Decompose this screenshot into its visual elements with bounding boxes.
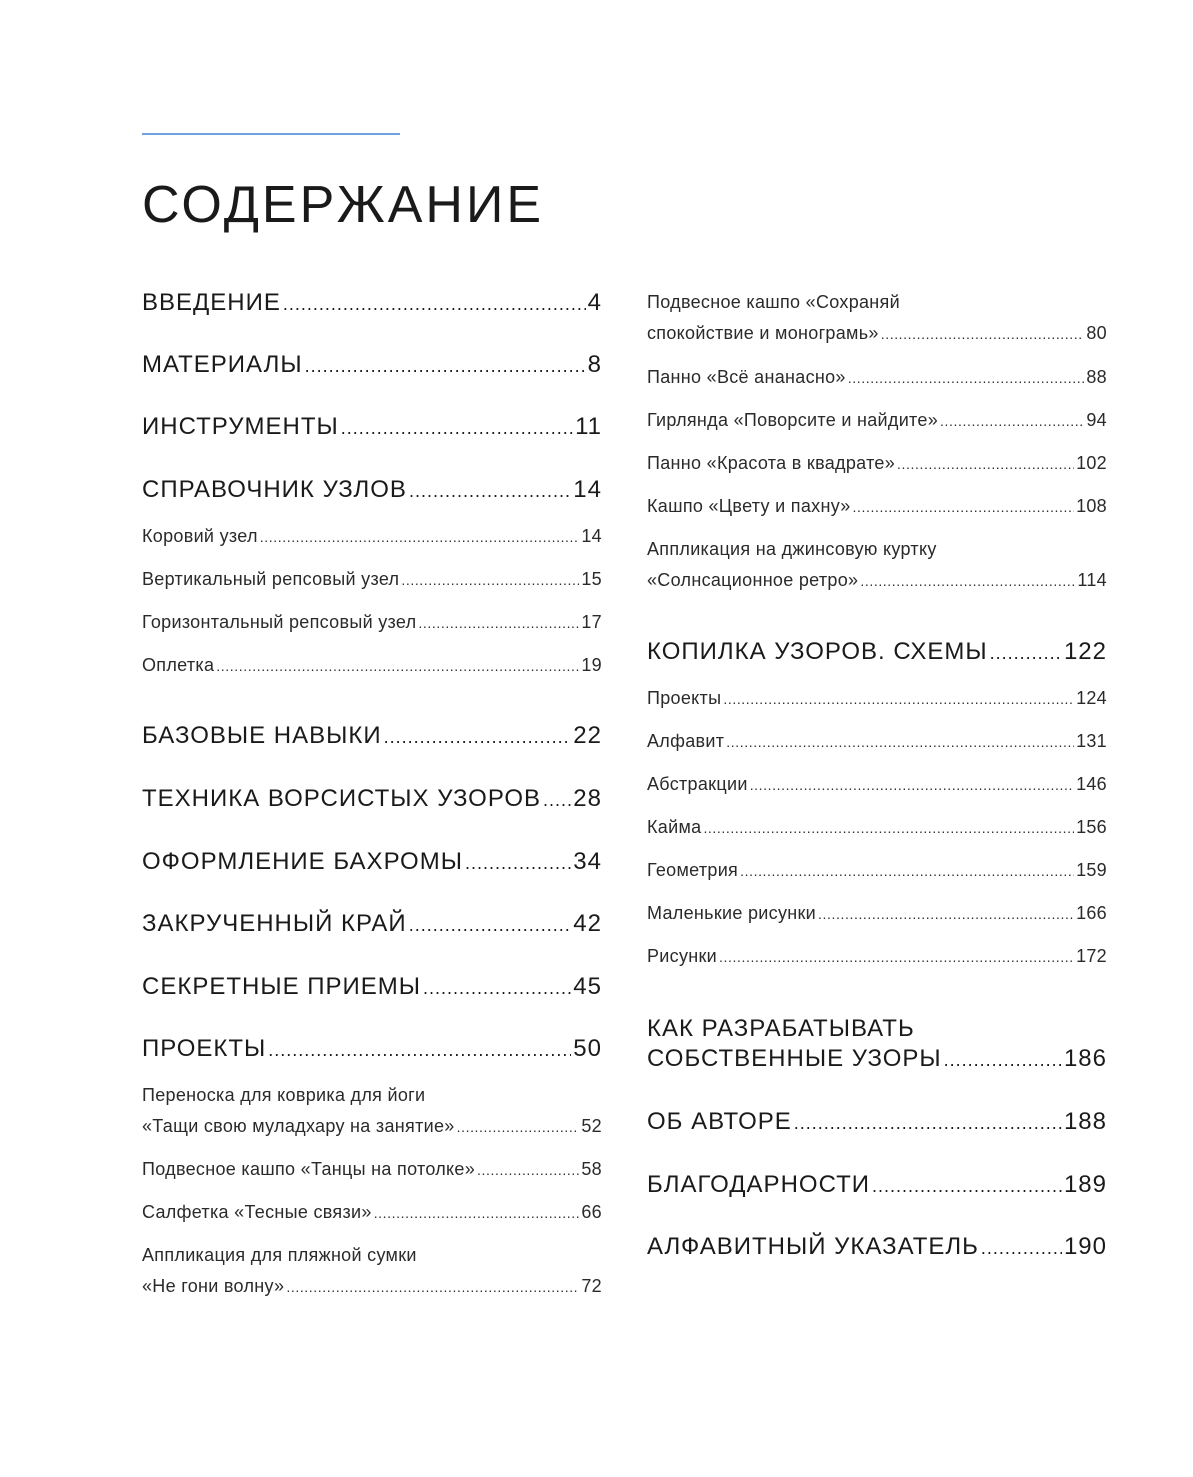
toc-entry-title: «Солнсационное ретро»: [647, 570, 859, 590]
page-number: 17: [581, 612, 602, 632]
toc-entry-title: Горизонтальный репсовый узел: [142, 612, 417, 632]
toc-entry-line: [142, 350, 602, 381]
toc-entry-line: [647, 941, 1107, 973]
toc-entry[interactable]: [647, 855, 1107, 887]
toc-entry[interactable]: [647, 491, 1107, 523]
dot-leader: [897, 449, 1074, 480]
toc-entry-title: «Не гони волну»: [142, 1276, 285, 1296]
dot-leader: [719, 942, 1074, 973]
page-title: СОДЕРЖАНИЕ: [142, 176, 545, 234]
toc-entry[interactable]: [142, 1154, 602, 1186]
page-number: 34: [573, 848, 602, 875]
toc-entry[interactable]: [142, 607, 602, 639]
toc-entry[interactable]: [647, 726, 1107, 758]
toc-entry-title: МАТЕРИАЛЫ: [142, 351, 303, 378]
toc-entry-line: [647, 1170, 1107, 1201]
toc-entry-line: [142, 607, 602, 639]
toc-entry-title: Гирлянда «Поворсите и найдите»: [647, 410, 939, 430]
toc-entry[interactable]: [647, 405, 1107, 437]
dot-leader: [477, 1155, 579, 1186]
toc-entry-title-line1: Подвесное кашпо «Сохраняй: [647, 292, 900, 312]
toc-entry-title: КОПИЛКА УЗОРОВ. СХЕМЫ: [647, 638, 988, 665]
toc-entry-line: [142, 1111, 602, 1143]
toc-entry-line: [647, 565, 1107, 597]
toc-entry-line: [142, 650, 602, 682]
toc-entry[interactable]: [647, 1107, 1107, 1138]
dot-leader: [409, 910, 572, 940]
page-number: 14: [581, 526, 602, 546]
dot-leader: [818, 899, 1074, 930]
toc-entry-line: [647, 769, 1107, 801]
toc-entry-title: СОБСТВЕННЫЕ УЗОРЫ: [647, 1045, 942, 1072]
toc-entry-line: [142, 564, 602, 596]
toc-entry-title: «Тащи свою муладхару на занятие»: [142, 1116, 455, 1136]
toc-entry-line: [142, 412, 602, 443]
toc-entry-title-line1: Переноска для коврика для йоги: [142, 1085, 426, 1105]
toc-entry[interactable]: [647, 287, 1107, 350]
page-number: 159: [1076, 860, 1107, 880]
toc-entry-title: Панно «Всё ананасно»: [647, 367, 846, 387]
toc-entry[interactable]: [142, 564, 602, 596]
toc-entry-title: ЗАКРУЧЕННЫЙ КРАЙ: [142, 910, 407, 937]
toc-entry-title: СПРАВОЧНИК УЗЛОВ: [142, 476, 407, 503]
toc-entry[interactable]: [647, 1014, 1107, 1075]
toc-entry-line: [142, 847, 602, 878]
toc-entry-line: [142, 972, 602, 1003]
toc-entry[interactable]: [142, 350, 602, 381]
dot-leader: [726, 727, 1074, 758]
toc-entry-title-line1: Аппликация для пляжной сумки: [142, 1245, 417, 1265]
toc-entry-line: [647, 637, 1107, 668]
dot-leader: [881, 319, 1085, 350]
page-number: 66: [581, 1202, 602, 1222]
page-number: 124: [1076, 688, 1107, 708]
page-number: 166: [1076, 903, 1107, 923]
toc-entry[interactable]: [142, 475, 602, 506]
dot-leader: [465, 848, 571, 878]
toc-entry[interactable]: [142, 721, 602, 752]
page-number: 189: [1063, 1171, 1107, 1198]
toc-entry-line: [647, 318, 1107, 350]
toc-entry[interactable]: [142, 412, 602, 443]
toc-entry[interactable]: [647, 1170, 1107, 1201]
toc-entry-line: [647, 726, 1107, 758]
toc-entry[interactable]: [142, 521, 602, 553]
dot-leader: [990, 638, 1062, 668]
page-number: 114: [1077, 570, 1107, 590]
toc-entry-line: [142, 1034, 602, 1065]
page-number: 72: [581, 1276, 602, 1296]
toc-entry[interactable]: [647, 941, 1107, 973]
page-number: 19: [581, 655, 602, 675]
toc-entry-title: Подвесное кашпо «Танцы на потолке»: [142, 1159, 476, 1179]
toc-entry-title: АЛФАВИТНЫЙ УКАЗАТЕЛЬ: [647, 1233, 979, 1260]
toc-entry-title: Коровий узел: [142, 526, 258, 546]
page-number: 15: [581, 569, 602, 589]
dot-leader: [543, 785, 571, 815]
toc-entry-title: Алфавит: [647, 731, 725, 751]
toc-entry[interactable]: [647, 812, 1107, 844]
page-number: 80: [1086, 323, 1107, 343]
toc-entry[interactable]: [647, 1232, 1107, 1263]
toc-entry-line: [142, 784, 602, 815]
toc-entry-line: [647, 898, 1107, 930]
dot-leader: [216, 651, 579, 682]
page-number: 14: [573, 476, 602, 503]
page-number: 122: [1063, 638, 1107, 665]
toc-entry[interactable]: [142, 909, 602, 940]
toc-entry[interactable]: [142, 288, 602, 319]
dot-leader: [268, 1035, 571, 1065]
page-number: 42: [573, 910, 602, 937]
toc-entry-line: [142, 475, 602, 506]
page-number: 88: [1086, 367, 1107, 387]
dot-leader: [260, 522, 580, 553]
toc-entry-line: [647, 491, 1107, 523]
toc-entry-title: ОБ АВТОРЕ: [647, 1108, 792, 1135]
toc-entry-line: [142, 1154, 602, 1186]
toc-entry-title: ВВЕДЕНИЕ: [142, 289, 281, 316]
toc-entry-title: Панно «Красота в квадрате»: [647, 453, 896, 473]
toc-entry[interactable]: [142, 1197, 602, 1229]
page-number: 188: [1063, 1108, 1107, 1135]
dot-leader: [740, 856, 1074, 887]
toc-entry-title: Салфетка «Тесные связи»: [142, 1202, 372, 1222]
toc-entry-title: Кайма: [647, 817, 702, 837]
page-number: 190: [1063, 1233, 1107, 1260]
page-number: 146: [1076, 774, 1107, 794]
toc-entry-line: [647, 855, 1107, 887]
toc-entry-title-line1: Аппликация на джинсовую куртку: [647, 539, 937, 559]
toc-entry[interactable]: [142, 784, 602, 815]
title-accent-line: [142, 133, 400, 135]
dot-leader: [409, 476, 571, 506]
dot-leader: [423, 973, 571, 1003]
page-number: 108: [1076, 496, 1107, 516]
toc-entry-line: [142, 521, 602, 553]
toc-entry-line: [142, 909, 602, 940]
toc-entry-line: [647, 362, 1107, 394]
dot-leader: [944, 1045, 1062, 1075]
toc-entry[interactable]: [142, 847, 602, 878]
dot-leader: [750, 770, 1074, 801]
dot-leader: [457, 1112, 580, 1143]
toc-entry-title: Маленькие рисунки: [647, 903, 817, 923]
toc-entry-title: спокойствие и монограмь»: [647, 323, 879, 343]
toc-entry-line: [647, 405, 1107, 437]
toc-entry-line: [142, 288, 602, 319]
toc-entry-title: Рисунки: [647, 946, 718, 966]
dot-leader: [341, 413, 573, 443]
toc-entry-title: ТЕХНИКА ВОРСИСТЫХ УЗОРОВ: [142, 785, 541, 812]
toc-entry-title: Геометрия: [647, 860, 739, 880]
toc-entry[interactable]: [647, 637, 1107, 668]
toc-entry-title: ПРОЕКТЫ: [142, 1035, 267, 1062]
dot-leader: [848, 363, 1085, 394]
toc-entry[interactable]: [142, 1240, 602, 1303]
toc-entry-line: [142, 721, 602, 752]
toc-entry-title: Оплетка: [142, 655, 215, 675]
toc-entry-line: [647, 448, 1107, 480]
toc-entry-title: Абстракции: [647, 774, 748, 794]
dot-leader: [853, 492, 1075, 523]
toc-entry-title: Кашпо «Цвету и пахну»: [647, 496, 851, 516]
page-number: 22: [573, 722, 602, 749]
dot-leader: [723, 684, 1074, 715]
toc-entry[interactable]: [142, 650, 602, 682]
page-number: 186: [1063, 1045, 1107, 1072]
toc-entry-title: СЕКРЕТНЫЕ ПРИЕМЫ: [142, 973, 422, 1000]
toc-entry-line: [647, 1044, 1107, 1075]
page-number: 50: [573, 1035, 602, 1062]
dot-leader: [384, 722, 572, 752]
dot-leader: [981, 1233, 1062, 1263]
page-number: 131: [1076, 731, 1107, 751]
dot-leader: [283, 289, 586, 319]
page-number: 102: [1076, 453, 1107, 473]
toc-entry-title-line1: КАК РАЗРАБАТЫВАТЬ: [647, 1015, 915, 1042]
toc-entry-line: [647, 812, 1107, 844]
dot-leader: [418, 608, 579, 639]
toc-entry[interactable]: [142, 1034, 602, 1065]
dot-leader: [286, 1272, 579, 1303]
page-number: 94: [1086, 410, 1107, 430]
page-number: 4: [587, 289, 602, 316]
toc-entry-line: [142, 1271, 602, 1303]
dot-leader: [872, 1171, 1062, 1201]
dot-leader: [401, 565, 579, 596]
page-number: 45: [573, 973, 602, 1000]
page-number: 8: [587, 351, 602, 378]
toc-entry[interactable]: [647, 362, 1107, 394]
dot-leader: [374, 1198, 580, 1229]
toc-entry[interactable]: [647, 534, 1107, 597]
page-number: 172: [1076, 946, 1107, 966]
toc-entry-line: [142, 1197, 602, 1229]
toc-entry-title: БАЗОВЫЕ НАВЫКИ: [142, 722, 382, 749]
dot-leader: [940, 406, 1084, 437]
toc-entry[interactable]: [647, 448, 1107, 480]
dot-leader: [794, 1108, 1062, 1138]
page-number: 156: [1076, 817, 1107, 837]
toc-entry-line: [647, 1107, 1107, 1138]
toc-entry-title: ОФОРМЛЕНИЕ БАХРОМЫ: [142, 848, 463, 875]
toc-entry-title: Вертикальный репсовый узел: [142, 569, 400, 589]
toc-entry-title: ИНСТРУМЕНТЫ: [142, 413, 339, 440]
toc-entry[interactable]: [647, 683, 1107, 715]
page-number: 58: [581, 1159, 602, 1179]
toc-entry[interactable]: [647, 898, 1107, 930]
dot-leader: [305, 351, 586, 381]
page-number: 52: [581, 1116, 602, 1136]
dot-leader: [703, 813, 1074, 844]
toc-entry[interactable]: [647, 769, 1107, 801]
toc-entry[interactable]: [142, 1080, 602, 1143]
dot-leader: [860, 566, 1075, 597]
page-number: 11: [575, 413, 602, 440]
toc-entry-line: [647, 683, 1107, 715]
toc-entry[interactable]: [142, 972, 602, 1003]
page-number: 28: [573, 785, 602, 812]
toc-entry-line: [647, 1232, 1107, 1263]
toc-entry-title: Проекты: [647, 688, 722, 708]
toc-entry-title: БЛАГОДАРНОСТИ: [647, 1171, 871, 1198]
